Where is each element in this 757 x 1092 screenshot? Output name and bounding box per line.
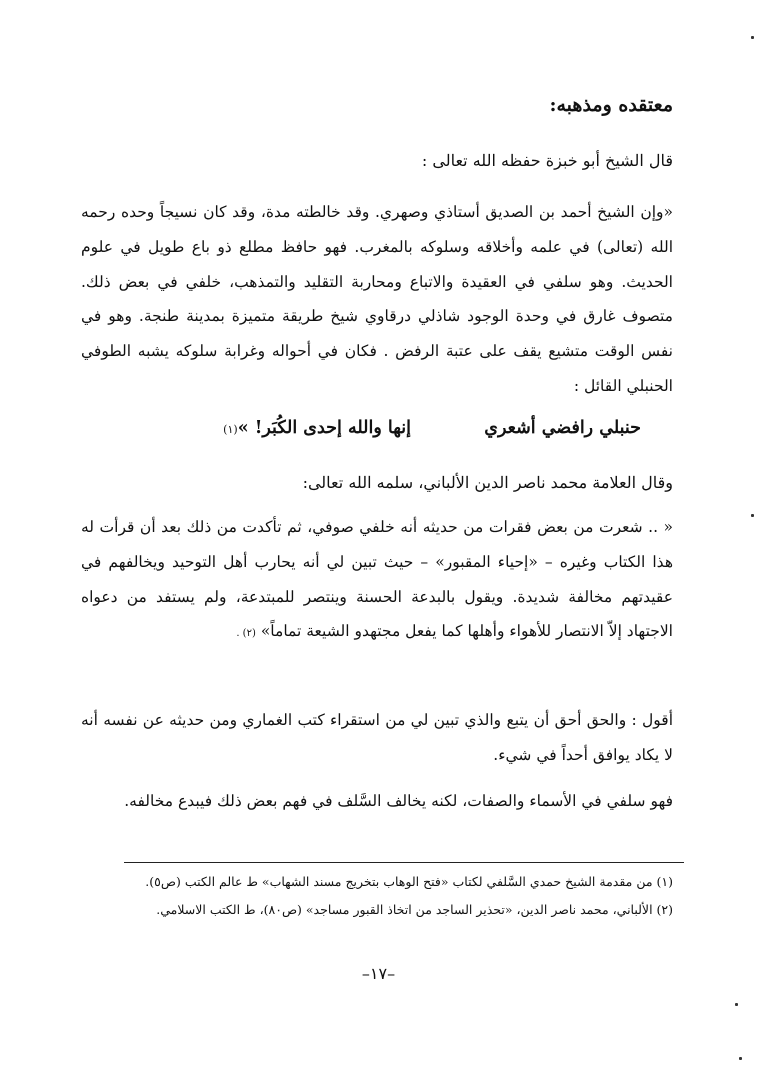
intro-abu-khubza: قال الشيخ أبو خبزة حفظه الله تعالى : [421,151,673,170]
paragraph-quote-albani [81,510,673,652]
poem-hemistich-1: حنبلي رافضي أشعري [484,418,641,438]
page-number: –١٧– [361,964,396,983]
footnote-1: (١) من مقدمة الشيخ حمدي السَّلفي لكتاب «فتح الوهاب بتخريج مسند الشهاب» ط عالم الكتب (ص٥). [145,874,673,889]
scan-speck [751,36,754,39]
poem-hemistich-2 [223,418,411,438]
paragraph-author-opinion: أقول : والحق أحق أن يتبع والذي تبين لي من استقراء كتب الغماري ومن حديثه عن نفسه أنه لا يكاد يوافق أحداً في شيء. [81,711,673,764]
footnote-ref-2: (٢) . [236,628,256,640]
paragraph-conclusion: فهو سلفي في الأسماء والصفات، لكنه يخالف السَّلف في فهم بعض ذلك فيبدع مخالفه. [124,792,673,810]
footnote-2: (٢) الألباني، محمد ناصر الدين، «تحذير الساجد من اتخاذ القبور مساجد» (ص٨٠)، ط الكتب الاسلامي. [156,902,673,917]
footnote-ref-1: (١) [223,423,238,436]
scan-speck [751,514,754,517]
paragraph-quote-abu-khubza: «وإن الشيخ أحمد بن الصديق أستاذي وصهري. وقد خالطته مدة، وقد كان نسيجاً وحده رحمه الله (تعالى) في علمه وأخلاقه وسلوكه بالمغرب. فهو حافظ مطلع ذو باع طويل في علوم الحديث. وهو سلفي في العقيدة والاتباع ومحاربة التقليد والتمذهب، خلفي في بعض ذلك. متصوف غارق في وحدة الوجود شاذلي درقاوي شيخ طريقة متميزة بمدينة طنجة. وهو في نفس الوقت متشيع يقف على عتبة الرفض . فكان في أحواله وغرابة سلوكه يشبه الطوفي الحنبلي القائل : [81,203,673,395]
poem-hemistich-2-text: إنها والله إحدى الكُبَر! » [237,418,411,438]
paragraph-quote-albani-text: « .. شعرت من بعض فقرات من حديثه أنه خلفي صوفي، ثم تأكدت من ذلك بعد أن قرأت له هذا الكتاب وغيره – «إحياء المقبور» – حيث تبين لي أنه يحارب أهل التوحيد ويخالفهم في عقيدتهم مخالفة شديدة. ويقول بالبدعة الحسنة وينتصر للمبتدعة، ولم يستفد من دعواه الاجتهاد إلاّ الانتصار للأهواء وأهلها كما يفعل مجتهدو الشيعة تماماً» [81,518,673,641]
section-heading: معتقده ومذهبه: [549,94,673,116]
scan-speck [735,1003,738,1006]
footnote-divider [124,862,684,863]
intro-albani: وقال العلامة محمد ناصر الدين الألباني، سلمه الله تعالى: [302,473,673,492]
scan-speck [739,1057,742,1060]
